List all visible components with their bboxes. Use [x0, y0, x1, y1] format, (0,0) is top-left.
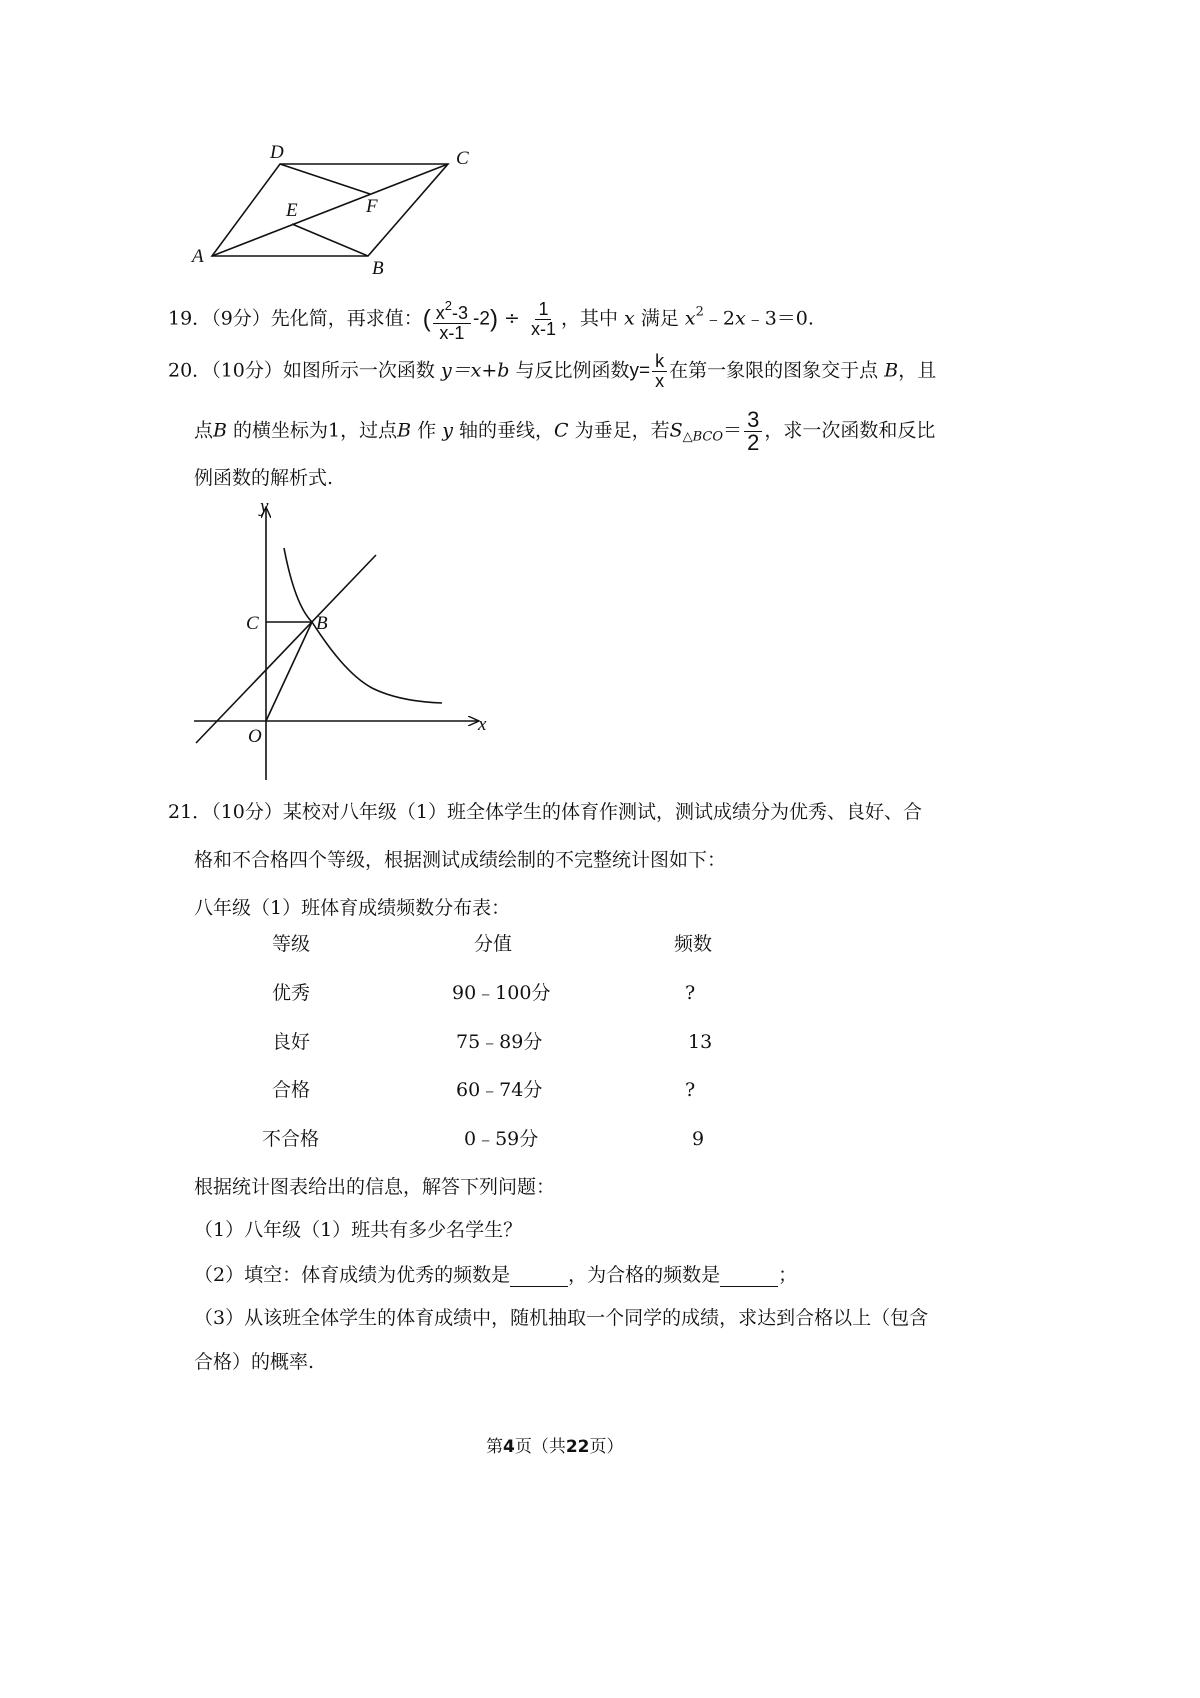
- q20-y-eq: y=: [629, 360, 651, 382]
- label-a: A: [192, 246, 204, 267]
- q19-frac2-den: x-1: [530, 319, 556, 339]
- q21-prompt-text: 根据统计图表给出的信息，解答下列问题：: [194, 1176, 556, 1198]
- q21-l1: 某校对八年级（1）班全体学生的体育作测试，测试成绩分为优秀、良好、合: [282, 801, 922, 823]
- q20-l2-d: 轴的垂线，: [458, 419, 554, 442]
- table-row-2-frequency: 13: [688, 1031, 713, 1053]
- q19-frac1-num-base: x: [435, 303, 445, 323]
- q21-sub-3-line-1: [194, 1306, 928, 1330]
- q19-div-sign: ÷: [504, 307, 520, 330]
- q20-linear-eq: y＝x+b: [440, 359, 510, 382]
- q20-area-sub: △BCO: [682, 429, 724, 445]
- label-x: x: [478, 714, 487, 735]
- q20-l2-point-c: C: [554, 419, 569, 442]
- linear-function-line: [196, 555, 376, 743]
- footer-mid: 页（共: [514, 1437, 566, 1457]
- question-21-line-2: [194, 848, 726, 872]
- footer-total-pages: 22: [565, 1437, 590, 1457]
- table-title: [194, 896, 510, 920]
- label-y: y: [260, 496, 269, 517]
- answer-blank-pass[interactable]: [720, 1266, 778, 1287]
- table-row-4-frequency: 9: [692, 1128, 705, 1150]
- q20-l2-y: y: [442, 419, 453, 442]
- q21-score: （10分）: [211, 801, 283, 823]
- table-row-3-frequency: ?: [685, 1079, 696, 1101]
- question-21-line-1: [168, 800, 922, 824]
- q20-frac-x: x: [655, 371, 665, 391]
- q21-prompt: [194, 1175, 555, 1199]
- table-row-1-frequency: ?: [685, 982, 696, 1004]
- q19-fraction-1: [433, 296, 471, 343]
- label-o: O: [248, 726, 262, 747]
- q21-sub-1-text: （1）八年级（1）班共有多少名学生？: [194, 1219, 523, 1241]
- table-row-1-grade: 优秀: [272, 982, 311, 1004]
- q19-frac2-num: 1: [535, 300, 551, 320]
- answer-blank-excellent[interactable]: [510, 1266, 568, 1287]
- q19-cond-mid: 满足: [640, 307, 679, 330]
- q19-cond-prefix: ，其中: [560, 307, 618, 330]
- table-row-1-score: 90﹣100分: [452, 982, 551, 1004]
- q20-area-eq: ＝: [723, 419, 743, 442]
- q19-text: 先化简，再求值：: [270, 307, 423, 330]
- table-row-4-score: 0﹣59分: [464, 1128, 539, 1150]
- q21-sub-3-l2: 合格）的概率.: [194, 1351, 315, 1373]
- q21-number: 21．: [168, 801, 212, 823]
- diagonal-ac: [212, 164, 448, 256]
- table-header-frequency: 频数: [674, 933, 713, 955]
- q21-sub-1: [194, 1218, 522, 1242]
- table-row-2-score: 75﹣89分: [456, 1031, 543, 1053]
- q19-open-paren: (: [422, 305, 431, 333]
- q19-frac1-num-exp: 2: [444, 298, 453, 313]
- table-header-score: 分值: [474, 933, 513, 955]
- q20-l2-point-b2: B: [397, 419, 412, 442]
- q21-sub-2-b: ，为合格的频数是: [568, 1264, 721, 1286]
- q19-frac1-num-rest: -3: [452, 303, 469, 323]
- q19-eq-end: ﹣3＝0.: [745, 307, 814, 330]
- q19-eq-x2: x: [734, 307, 746, 330]
- table-row-3-score: 60﹣74分: [456, 1079, 543, 1101]
- q19-close-paren: ): [489, 305, 498, 333]
- table-row-3-grade: 合格: [272, 1079, 311, 1101]
- q20-l2-e: 为垂足，若: [574, 419, 670, 442]
- label-f: F: [366, 196, 378, 217]
- q19-eq-rest: ﹣2: [703, 307, 735, 330]
- q20-frac-2: 2: [747, 430, 760, 455]
- q19-minus-two: -2: [473, 308, 490, 330]
- footer-page-number: 4: [503, 1437, 515, 1457]
- q20-l1-b: 与反比例函数: [515, 359, 630, 382]
- q21-l2: 格和不合格四个等级，根据测试成绩绘制的不完整统计图如下：: [194, 849, 727, 871]
- label-e: E: [286, 200, 298, 221]
- q20-area-s: S: [669, 419, 683, 442]
- footer-post: 页）: [589, 1437, 624, 1457]
- q20-l3: 例函数的解析式.: [194, 467, 334, 489]
- q20-l2-f: ，求一次函数和反比: [764, 419, 936, 442]
- q19-frac1-den: x-1: [439, 323, 465, 343]
- q19-eq-exp: 2: [695, 304, 704, 320]
- q20-fraction-3-2: [744, 409, 762, 454]
- q20-l1-point-b: B: [884, 359, 899, 382]
- question-19: [168, 296, 814, 343]
- q21-sub-3-l1: （3）从该班全体学生的体育成绩中，随机抽取一个同学的成绩，求达到合格以上（包含: [194, 1307, 929, 1329]
- q19-number: 19．: [168, 307, 212, 330]
- label-d: D: [270, 142, 284, 163]
- q21-sub-2: [194, 1263, 797, 1287]
- q19-cond-var: x: [624, 307, 635, 330]
- label-b: B: [372, 258, 384, 279]
- table-header-grade: 等级: [272, 933, 311, 955]
- question-20-line-2: [194, 409, 935, 454]
- segment-eb: [292, 224, 368, 256]
- q20-frac-3: 3: [744, 409, 762, 432]
- segment-ob: [266, 622, 312, 721]
- footer-pre: 第: [486, 1437, 503, 1457]
- q20-frac-k: k: [652, 352, 667, 372]
- function-graph: [180, 490, 500, 790]
- q20-l1-a: 如图所示一次函数: [282, 359, 435, 382]
- q20-fraction-kx: [652, 352, 667, 391]
- label-c: C: [246, 613, 259, 634]
- q21-sub-2-c: ；: [778, 1264, 798, 1286]
- q20-score: （10分）: [211, 359, 283, 382]
- parallelogram-figure: [180, 140, 500, 280]
- segment-df: [280, 164, 370, 194]
- q19-eq-x: x: [684, 307, 696, 330]
- q20-l1-c: 在第一象限的图象交于点: [669, 359, 879, 382]
- q20-l2-b: 的横坐标为1，过点: [233, 419, 398, 442]
- q19-score: （9分）: [211, 307, 271, 330]
- table-row-2-grade: 良好: [272, 1031, 311, 1053]
- q19-fraction-2: [528, 300, 559, 339]
- question-20-line-1: [168, 352, 936, 391]
- label-b: B: [316, 613, 328, 634]
- page-footer: [486, 1432, 624, 1457]
- q21-sub-2-a: （2）填空：体育成绩为优秀的频数是: [194, 1264, 511, 1286]
- q20-number: 20．: [168, 359, 212, 382]
- table-title-text: 八年级（1）班体育成绩频数分布表：: [194, 897, 511, 919]
- q20-l2-point-b: B: [213, 419, 227, 442]
- q20-l2-c: 作: [417, 419, 437, 442]
- q20-l1-d: ，且: [898, 359, 937, 382]
- table-row-4-grade: 不合格: [262, 1128, 320, 1150]
- label-c: C: [456, 148, 469, 169]
- question-20-line-3: [194, 466, 333, 490]
- q20-l2-a: 点: [194, 419, 214, 442]
- q21-sub-3-line-2: [194, 1350, 314, 1374]
